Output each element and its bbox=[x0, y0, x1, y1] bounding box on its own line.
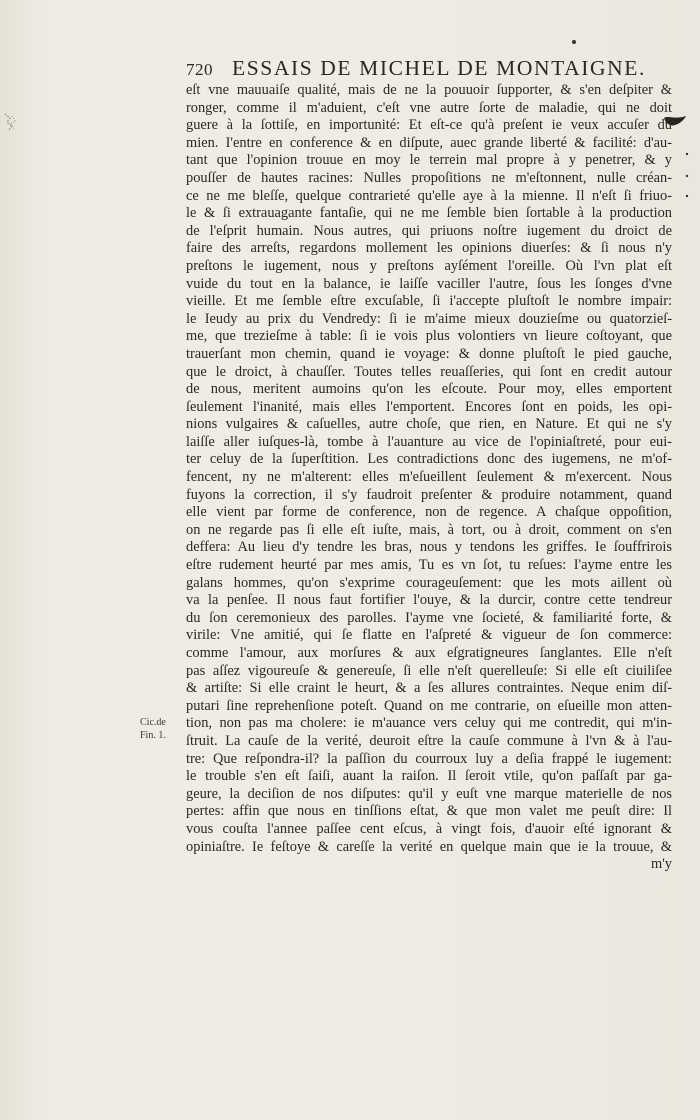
text-line: le trouble s'en eſt ſaiſi, auant la raiſon. Il ſeroit vtile, qu'on paſſaſt par ga- bbox=[186, 768, 672, 785]
text-line: virile: Vne amitié, qui ſe flatte en l'aſpreté & vigueur de ſon commerce: bbox=[186, 627, 672, 644]
text-line: preſtons le iugement, nous y preſtons ayſément l'oreille. Où l'vn plat eſt bbox=[186, 257, 672, 274]
text-line: ce ne me bleſſe, quelque contrarieté qu'elle aye à la mienne. Il n'eſt ſi friuo- bbox=[186, 187, 672, 204]
text-line: deffera: Au lieu d'y tendre les bras, nous y tendons les griffes. Ie ſouffrirois bbox=[186, 539, 672, 556]
text-line: pouſſer de hautes racines: Nulles propoſitions ne m'eſtonnent, nulle créan- bbox=[186, 169, 672, 186]
body-text bbox=[186, 82, 672, 874]
text-line: mien. I'entre en conference & en diſpute, auec grande liberté & facilité: d'au- bbox=[186, 134, 672, 151]
text-line: opiniaſtre. Ie feſtoye & careſſe la verité en quelque main que ie la trouue, & bbox=[186, 838, 672, 855]
text-line: putari ſine reprehenſione poteſt. Quand on me contrarie, on eſueille mon atten- bbox=[186, 697, 672, 714]
catchword: m'y bbox=[651, 856, 672, 873]
text-line: de l'eſprit humain. Nous autres, qui priuons noſtre iugement du droict de bbox=[186, 222, 672, 239]
text-line: que le droict, à chauſſer. Toutes telles reuaſſeries, qui ſont en credit autour bbox=[186, 363, 672, 380]
edge-marks-icon bbox=[684, 150, 690, 200]
text-line: on ne regarde pas ſi elle eſt iuſte, mais, à tort, ou à droit, comment on s'en bbox=[186, 521, 672, 538]
text-line: eſt vne mauuaiſe qualité, mais de ne la pouuoir ſupporter, & s'en deſpiter & bbox=[186, 82, 672, 98]
text-line: ronger, comme il m'aduient, c'eſt vne autre ſorte de maladie, qui ne doit bbox=[186, 99, 672, 116]
text-line: vieille. Et me ſemble eſtre excuſable, ſi i'accepte pluſtoſt le nombre impair: bbox=[186, 293, 672, 310]
text-line: trauerſant mon chemin, quand ie voyage: & donne pluſtoſt le pied gauche, bbox=[186, 345, 672, 362]
margin-note bbox=[140, 716, 166, 742]
text-line: vuide du tout en la balance, ie laiſſe vaciller l'autre, ſous les ſonges d'vne bbox=[186, 275, 672, 292]
text-line: ſtruit. La cauſe de la verité, deuroit eſtre la cauſe commune à l'vn & à l'au- bbox=[186, 732, 672, 749]
text-line: guere à la ſottiſe, en importunité: Et eſt-ce qu'à preſent ie veux accuſer du bbox=[186, 117, 672, 134]
text-line: me, que trezieſme à table: ſi ie vois plus volontiers vn lieure coſtoyant, que bbox=[186, 328, 672, 345]
text-line: tant que l'opinion trouue en moy le terrein mal propre à y penetrer, & y bbox=[186, 152, 672, 169]
ink-dot bbox=[572, 40, 576, 44]
page-header bbox=[186, 56, 646, 82]
page-number: 720 bbox=[186, 60, 213, 79]
text-line: tre: Que reſpondra-il? la paſſion du courroux luy a deſia frappé le iugement: bbox=[186, 750, 672, 767]
text-line: geure, la deciſion de nos diſputes: qu'il y euſt vne marque materielle de nos bbox=[186, 785, 672, 802]
text-line: fuyons la correction, il s'y faudroit preſenter & produire notamment, quand bbox=[186, 486, 672, 503]
text-line: ter celuy de la ſuperſtition. Les contradictions donc des iugemens, ne m'of- bbox=[186, 451, 672, 468]
text-line: va la penſee. Il nous faut fortifier l'ouye, & la durcir, contre cette tendreur bbox=[186, 592, 672, 609]
text-line: ſeulement l'inanité, mais elles l'emportent. Encores ſont en poids, les opi- bbox=[186, 398, 672, 415]
margin-note-line: Fin. 1. bbox=[140, 730, 166, 741]
text-line: comme l'amour, aux morſures & aux eſgratigneures ſanglantes. Elle n'eſt bbox=[186, 645, 672, 661]
text-line: fencent, ny ne m'alterent: elles m'eſueillent ſeulement & m'exercent. Nous bbox=[186, 469, 672, 486]
binding-stain-icon bbox=[2, 112, 18, 134]
text-line: pertes: affin que nous en tinſſions eſtat, & que mon valet me peuſt dire: Il bbox=[186, 803, 672, 820]
text-line: elle vient par forme de conference, non de regence. A chaſque oppoſition, bbox=[186, 504, 672, 521]
text-line: du ſon ceremonieux des parolles. I'ayme vne ſocieté, & familiarité forte, & bbox=[186, 609, 672, 626]
text-line: vous couſta l'annee paſſee cent eſcus, à vingt fois, d'auoir eſté ignorant & bbox=[186, 820, 672, 837]
text-line: de nous, meritent aumoins qu'on les eſcoute. Pour moy, elles emportent bbox=[186, 381, 672, 398]
text-line: faire des arreſts, regardons mollement les opinions diuerſes: & ſi nous n'y bbox=[186, 240, 672, 257]
text-line: laiſſe aller iuſques-là, tombe à l'auanture au vice de l'opiniaſtreté, pour eui- bbox=[186, 433, 672, 450]
text-line: le & ſi extrauagante fantaſie, qui ne me ſemble bien ſortable à la production bbox=[186, 205, 672, 222]
text-line: galans hommes, qu'on s'exprime courageuſement: que les mots aillent où bbox=[186, 574, 672, 591]
text-line: nions vulgaires & caſuelles, autre choſe, que rien, en Nature. Et qui ne s'y bbox=[186, 416, 672, 433]
text-line: pas aſſez vigoureuſe & genereuſe, ſi elle n'eſt querelleuſe: Si elle eſt ciuiliſee bbox=[186, 662, 672, 679]
text-line: le Ieudy au prix du Vendredy: ſi ie m'aime mieux douzieſme ou quatorzieſ- bbox=[186, 310, 672, 327]
text-line: & artiſte: Si elle craint le heurt, & a ſes allures contraintes. Neque enim diſ- bbox=[186, 680, 672, 697]
running-head: ESSAIS DE MICHEL DE MONTAIGNE. bbox=[232, 56, 646, 80]
text-line: eſtre rudement heurté par mes amis, Tu es vn ſot, tu reſues: I'ayme entre les bbox=[186, 557, 672, 574]
margin-note-line: Cic.de bbox=[140, 717, 166, 728]
text-line: tion, non pas ma cholere: ie m'auance vers celuy qui me contredit, qui m'in- bbox=[186, 715, 672, 732]
